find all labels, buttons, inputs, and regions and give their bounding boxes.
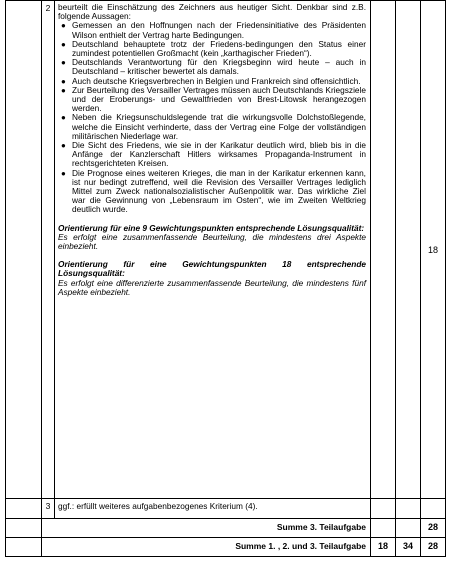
scoring-sheet	[5, 0, 445, 576]
criterion-text-2	[55, 1, 371, 499]
list-item: ● Zur Beurteilung des Versailler Vertrages müssen auch Deutschlands Kriegsziele und der Eroberungs- und Gewaltfrieden von Brest-Litowsk herangezogen werden.	[61, 84, 366, 114]
points-cell-empty	[371, 519, 396, 538]
table-row-3	[6, 499, 446, 519]
scoring-table	[5, 0, 446, 557]
row-number: 2	[42, 1, 55, 499]
table-row-2	[6, 1, 446, 499]
list-item: ● Die Prognose eines weiteren Krieges, die man in der Karikatur erkennen kann, ist nur bedingt zutreffend, weil die Revision des Versailler Vertrages lediglich Mittel zum Zweck nationalsozialistischer Außenpolitik war. Das wirkliche Ziel war die Gewinnung von „Lebensraum im Osten“, wie im Zweiten Weltkrieg deutlich wurde.	[61, 167, 366, 215]
criterion-intro: beurteilt die Einschätzung des Zeichners aus heutiger Sicht. Denkbar sind z.B. folgende Aussagen:	[58, 2, 366, 22]
bullet-icon: ●	[61, 58, 66, 68]
blank-cell	[6, 519, 42, 538]
list-item: ● Die Sicht des Friedens, wie sie in der Karikatur deutlich wird, blieb bis in die Anfänge der Kanzlerschaft Hitlers wirksames Propaganda-Instrument in rechtsgerichteten Kreisen.	[61, 140, 366, 169]
orientation-9-heading: Orientierung für eine 9 Gewichtungspunkten entsprechende Lösungsqualität:	[58, 222, 365, 233]
orientation-18	[58, 260, 366, 297]
orientation-18-heading: Orientierung für eine Gewichtungspunkten 18 entsprechende Lösungsqualität:	[58, 259, 366, 279]
list-item: ● Deutschlands Verantwortung für den Kriegsbeginn wird heute – auch in Deutschland – kritischer bewertet als damals.	[61, 57, 366, 77]
list-item: ● Deutschland behauptete trotz der Friedens-bedingungen den Status einer zumindest potentiellen Großmacht (kein „karthagischer Frieden“).	[61, 38, 366, 59]
bullet-icon: ●	[61, 85, 66, 95]
points-cell-empty	[396, 519, 421, 538]
orientation-9	[58, 224, 366, 252]
list-item: ● Auch deutsche Kriegsverbrechen in Belgien und Frankreich sind offensichtlich.	[61, 75, 361, 86]
blank-cell	[6, 499, 42, 519]
aspect-list	[58, 21, 366, 214]
sum-total-label: Summe 1. , 2. und 3. Teilaufgabe	[42, 538, 371, 557]
points-cell-empty	[421, 499, 446, 519]
bullet-icon: ●	[61, 168, 66, 178]
list-item: ● Neben die Kriegsunschuldslegende trat die wirkungsvolle Dolchstoßlegende, welche die Einsicht verhinderte, dass der Vertrag eine Folge der vollständigen militärischen Niederlage war.	[61, 112, 366, 141]
orientation-9-text: Es erfolgt eine zusammenfassende Beurteilung, die mindestens drei Aspekte einbezieht.	[58, 231, 366, 252]
points-value-2: 18	[421, 1, 446, 499]
points-cell-empty	[371, 499, 396, 519]
points-cell-empty	[371, 1, 396, 499]
sum-total-value-1: 18	[371, 538, 396, 557]
points-cell-empty	[396, 1, 421, 499]
bullet-icon: ●	[61, 39, 66, 49]
bullet-icon: ●	[61, 21, 66, 31]
table-row-sum-total	[6, 538, 446, 557]
row-number: 3	[42, 499, 55, 519]
list-item: ● Gemessen an den Hoffnungen nach der Friedensinitiative des Präsidenten Wilson enthielt der Vertrag harte Bedingungen.	[61, 20, 366, 40]
bullet-icon: ●	[61, 113, 66, 123]
sum-3-label: Summe 3. Teilaufgabe	[42, 519, 371, 538]
criterion-text-3: ggf.: erfüllt weiteres aufgabenbezogenes Kriterium (4).	[55, 499, 371, 519]
blank-cell	[6, 538, 42, 557]
bullet-icon: ●	[61, 76, 66, 86]
sum-3-value: 28	[421, 519, 446, 538]
bullet-icon: ●	[61, 141, 66, 151]
table-row-sum-3	[6, 519, 446, 538]
points-cell-empty	[396, 499, 421, 519]
sum-total-value-2: 34	[396, 538, 421, 557]
blank-cell	[6, 1, 42, 499]
orientation-18-text: Es erfolgt eine differenzierte zusammenfassende Beurteilung, die mindestens fünf Aspekte einbezieht.	[58, 277, 366, 297]
sum-total-value-3: 28	[421, 538, 446, 557]
